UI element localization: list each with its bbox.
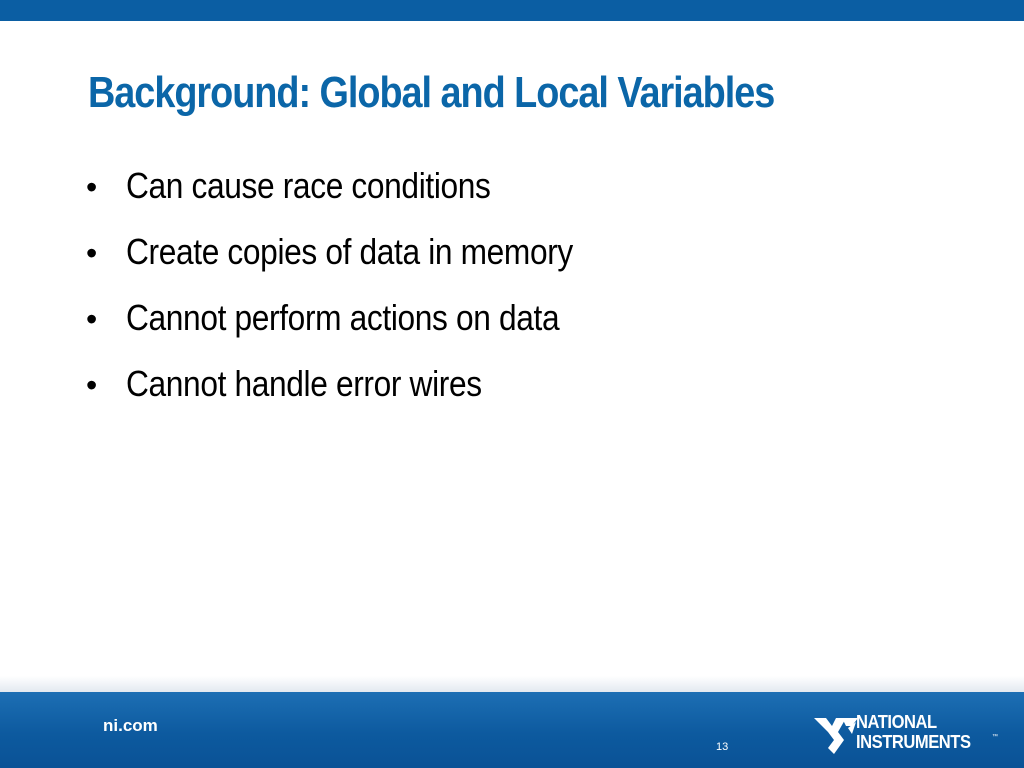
- logo-text-instruments: INSTRUMENTS: [856, 732, 971, 752]
- bullet-text: Can cause race conditions: [126, 165, 491, 206]
- top-accent-bar: [0, 0, 1024, 21]
- site-link[interactable]: ni.com: [103, 716, 158, 735]
- bullet-item: [86, 297, 634, 363]
- ni-eagle-logo-icon: [812, 712, 860, 756]
- bullet-glyph: •: [86, 301, 98, 337]
- bullet-glyph: •: [86, 235, 98, 271]
- bullet-item: [86, 165, 634, 231]
- bullet-text: Create copies of data in memory: [126, 231, 573, 272]
- national-instruments-logo: [812, 712, 1008, 756]
- bullet-item: [86, 231, 634, 297]
- slide-title: Background: Global and Local Variables: [88, 68, 775, 117]
- bullet-item: [86, 363, 634, 429]
- bullet-glyph: •: [86, 169, 98, 205]
- bullet-text: Cannot handle error wires: [126, 363, 482, 404]
- bullet-glyph: •: [86, 367, 98, 403]
- logo-text-national: NATIONAL: [856, 712, 937, 732]
- trademark-symbol: ™: [992, 734, 998, 740]
- bullet-list: [86, 165, 634, 429]
- bullet-text: Cannot perform actions on data: [126, 297, 560, 338]
- page-number: 13: [716, 741, 729, 753]
